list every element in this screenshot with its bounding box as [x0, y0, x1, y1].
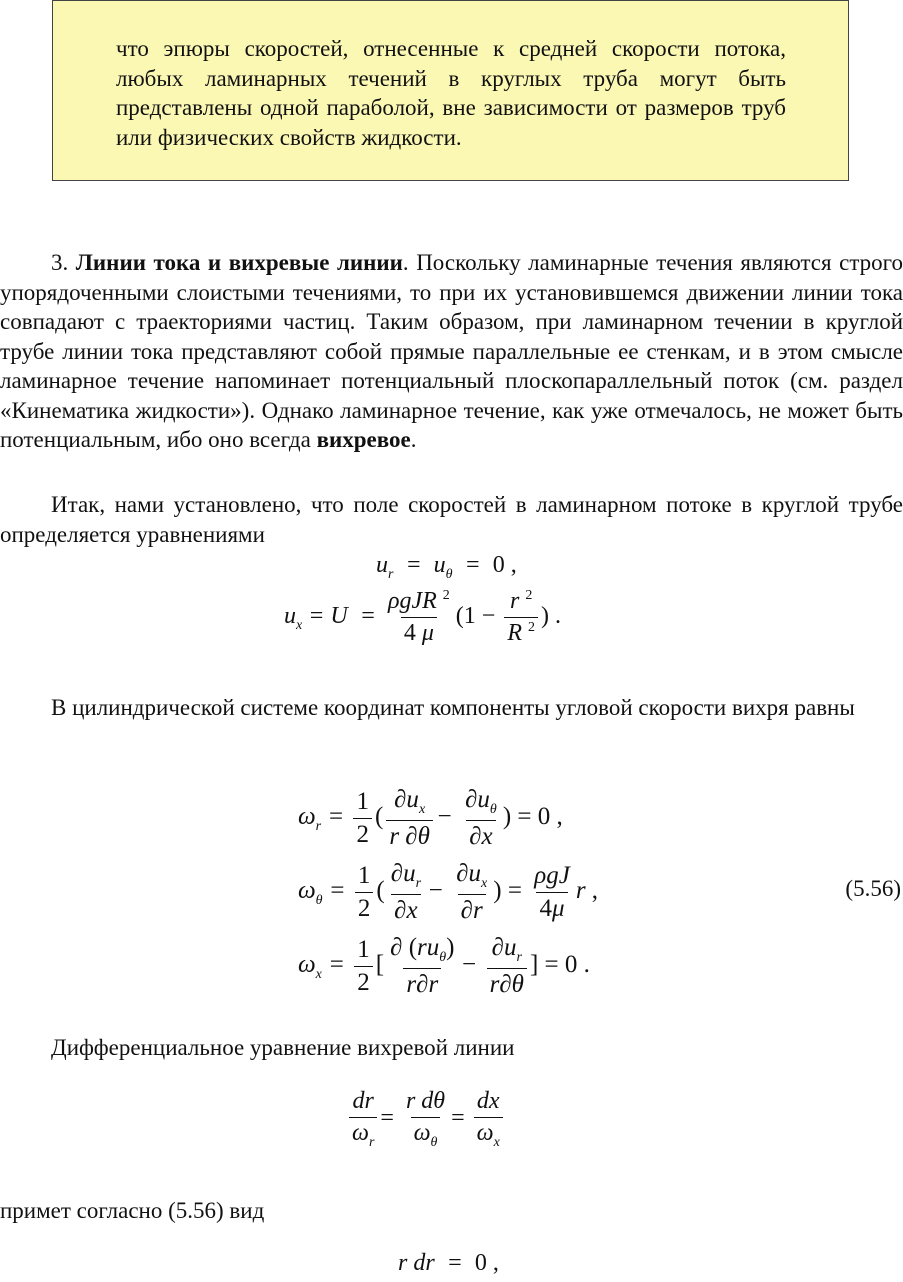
- velocity-field-paragraph: Итак, нами установлено, что поле скоростей в ламинарном потоке в круглой трубе определяется уравнениями: [0, 492, 903, 547]
- section-emphasis: вихревое: [316, 427, 411, 452]
- highlight-box-text: что эпюры скоростей, отнесенные к средней скорости потока, любых ламинарных течений в круглых труба могут быть представлены одной параболой, вне зависимости от размеров труб или физических свойств жидкости.: [116, 36, 786, 150]
- section-3-paragraph: [0, 248, 903, 455]
- result-paragraph: примет согласно (5.56) вид: [0, 1198, 265, 1223]
- equation-omega-theta: $\omega_\theta$ = $\frac{1}{2}$ ( $\frac{\partial u_r}{\partial x}$ − $\frac{\partial u_x}{\partial r}$ ) = $\frac{\text{ρgJ}}{4\mu}$ r ,: [298, 860, 599, 924]
- equation-r-dr: r dr = 0 ,: [398, 1250, 499, 1276]
- equation-omega-r: $\omega_r$ = $\frac{1}{2}$ ( $\frac{\partial u_x}{r \partial\theta}$ − $\frac{\partial u_\theta}{\partial x}$ ) = 0 ,: [298, 786, 563, 850]
- highlight-box: [52, 0, 849, 181]
- equation-omega-x: $\omega_x$ = $\frac{1}{2}$ [ $\frac{\partial (ru_\theta)}{r\partial r}$ − $\frac{\partial u_r}{r\partial\theta}$ ] = 0 .: [298, 934, 590, 998]
- equation-number: (5.56): [845, 876, 901, 901]
- equation-vortex-line: $\frac{dr}{\omega_r}$ = $\frac{\text{r dθ}}{\omega_\theta}$ = $\frac{dx}{\omega_x}$: [346, 1088, 506, 1151]
- equation-ux: $u_x = U$ = $\frac{\rho gJR ^2}{4 \mu}$ (1 − $\frac{r ^2}{R ^2}$ ) .: [284, 588, 561, 646]
- section-number: 3.: [51, 250, 69, 275]
- equation-ur-utheta: $u_r = u_\theta = 0$ ,: [376, 552, 517, 582]
- cylindrical-paragraph: В цилиндрической системе координат компоненты угловой скорости вихря равны: [51, 695, 855, 720]
- section-heading: Линии тока и вихревые линии: [75, 250, 403, 275]
- section-text-1: . Поскольку ламинарные течения являются строго упорядоченными слоистыми течениями, то при их установившемся движении линии тока совпадают с траекториями частиц. Таким образом, при ламинарном течении в круглой трубе линии тока представляют собой прямые параллельные ее стенкам, и в этом смысле ламинарное течение напоминает потенциальный плоскопараллельный поток (см. раздел «Кинематика жидкости»). Однако ламинарное течение, как уже отмечалось, не может быть потенциальным, ибо оно всегда: [0, 250, 903, 452]
- section-text-2: .: [410, 427, 417, 452]
- vortex-line-paragraph: Дифференциальное уравнение вихревой линии: [51, 1035, 515, 1060]
